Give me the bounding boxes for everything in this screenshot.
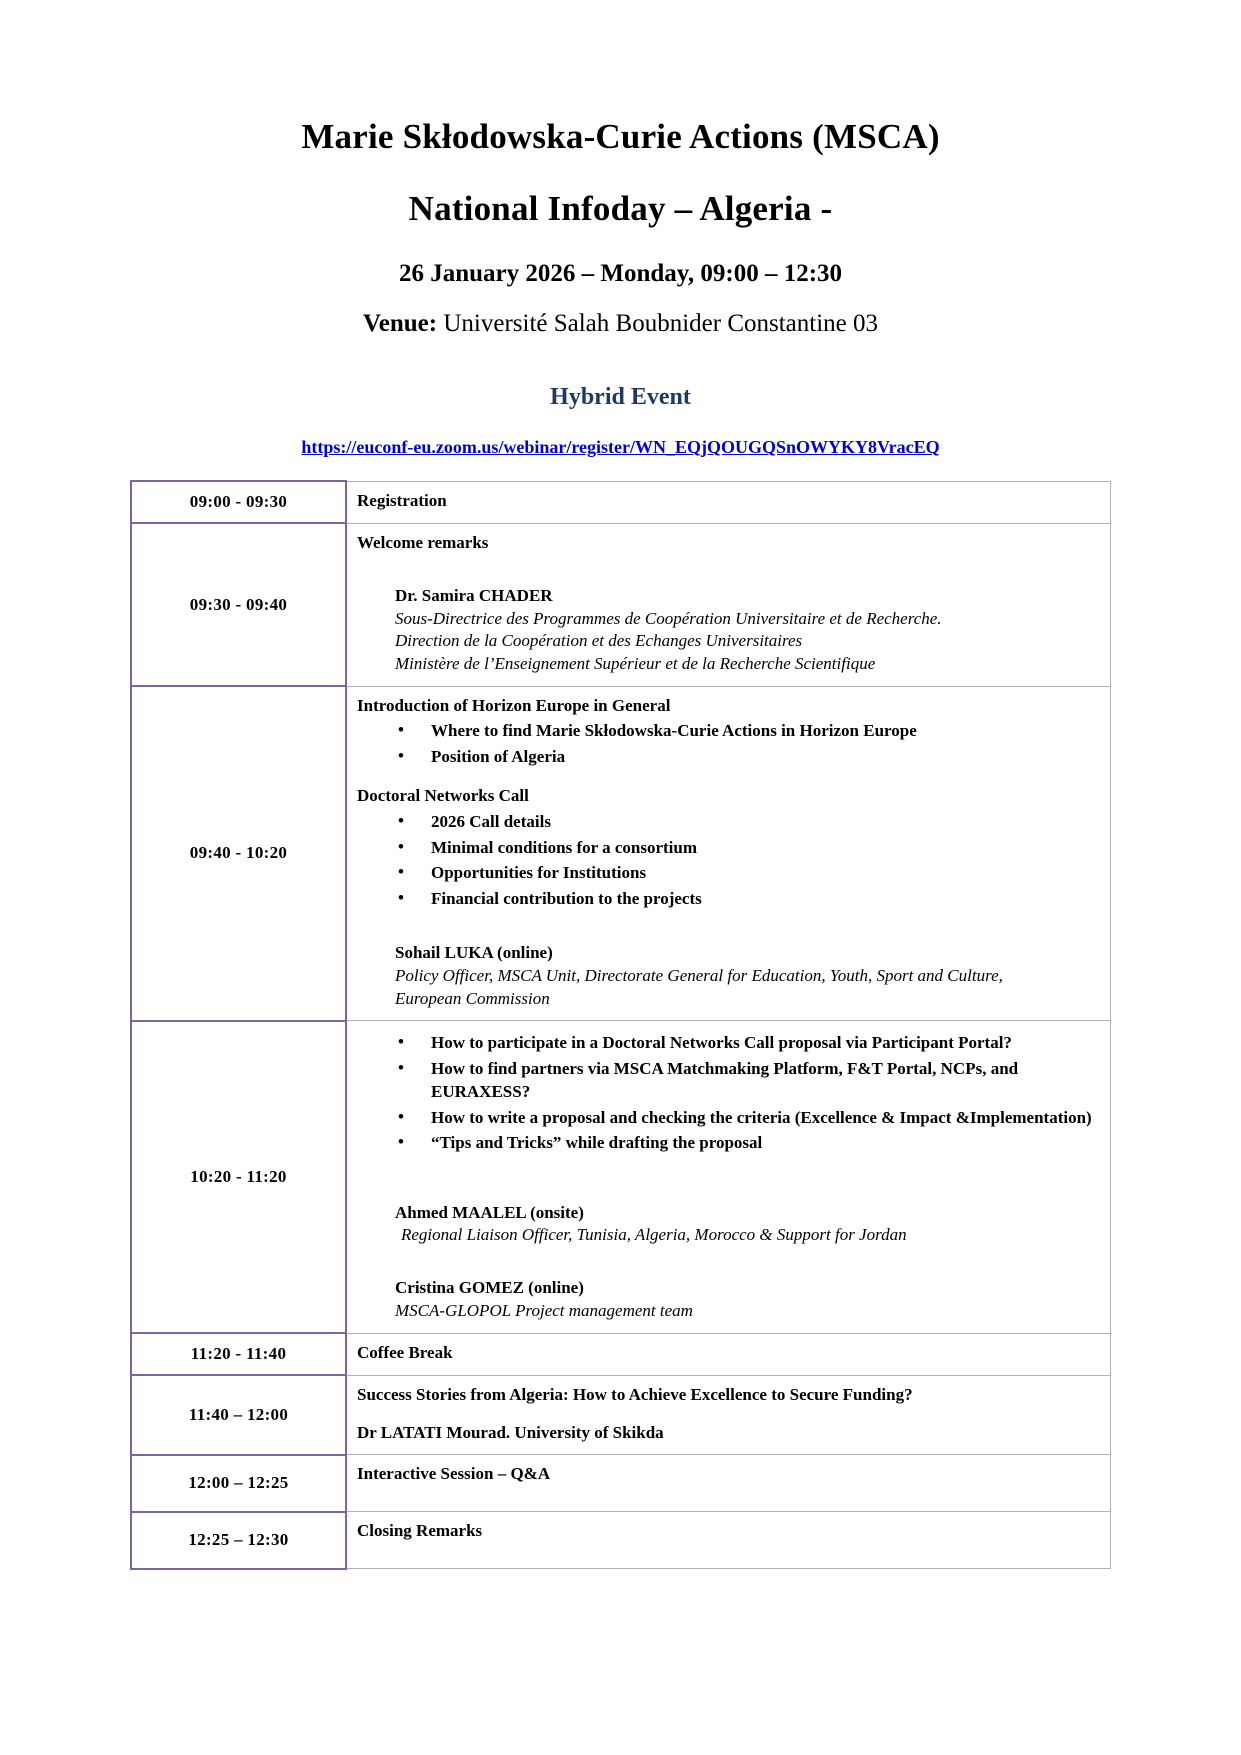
list-item: • How to write a proposal and checking the criteria (Excellence & Impact &Implementation) (431, 1106, 1100, 1129)
list-item: • “Tips and Tricks” while drafting the proposal (431, 1131, 1100, 1154)
list-item: • How to participate in a Doctoral Networks Call proposal via Participant Portal? (431, 1031, 1100, 1054)
spacer (357, 770, 1100, 785)
list-item: • How to find partners via MSCA Matchmaking Platform, F&T Portal, NCPs, and EURAXESS? (431, 1057, 1100, 1104)
spacer (357, 1187, 1100, 1202)
venue-label: Venue: (363, 310, 438, 338)
hybrid-event-label: Hybrid Event (550, 384, 691, 411)
table-row (131, 1375, 1111, 1455)
speaker-affiliation: Sous-Directrice des Programmes de Coopération Universitaire et de Recherche. (395, 608, 942, 628)
spacer (357, 555, 1100, 570)
table-row (131, 1333, 1111, 1375)
agenda-time-cell: 11:20 - 11:40 (131, 1333, 346, 1375)
spacer (357, 1486, 1100, 1501)
agenda-item-heading: Doctoral Networks Call (357, 786, 529, 806)
agenda-item-heading: Closing Remarks (357, 1521, 483, 1541)
agenda-content-cell (346, 1021, 1111, 1333)
venue-line (130, 310, 1111, 338)
table-row (131, 1455, 1111, 1512)
spacer (357, 570, 1100, 585)
speaker-name: Ahmed MAALEL (onsite) (395, 1202, 584, 1222)
agenda-content-cell (346, 1512, 1111, 1569)
registration-link[interactable]: https://euconf-eu.zoom.us/webinar/register/WN_EQjQOUGQSnOWYKY8VracEQ (301, 437, 940, 458)
agenda-content-cell (346, 1455, 1111, 1512)
agenda-item-heading: Success Stories from Algeria: How to Achieve Excellence to Secure Funding? (357, 1384, 913, 1404)
agenda-item-heading: Introduction of Horizon Europe in General (357, 695, 671, 715)
list-item: • Where to find Marie Skłodowska-Curie Actions in Horizon Europe (431, 719, 1100, 742)
registration-link-container (130, 437, 1111, 458)
bullet-list (357, 810, 1100, 910)
speaker-name: Dr LATATI Mourad. University of Skikda (357, 1422, 664, 1442)
bullet-list (357, 719, 1100, 768)
agenda-time-cell: 12:25 – 12:30 (131, 1512, 346, 1569)
document-title-line-2: National Infoday – Algeria - (408, 189, 833, 229)
speaker-affiliation: Direction de la Coopération et des Echanges Universitaires (395, 631, 803, 651)
agenda-content-cell (346, 481, 1111, 523)
agenda-content-cell (346, 1333, 1111, 1375)
agenda-item-heading: Interactive Session – Q&A (357, 1464, 551, 1484)
speaker-block (395, 1277, 1100, 1323)
list-item: • Position of Algeria (431, 745, 1100, 768)
table-row (131, 523, 1111, 686)
spacer (357, 1247, 1100, 1262)
spacer (357, 1157, 1100, 1172)
speaker-affiliation: Regional Liaison Officer, Tunisia, Algeria, Morocco & Support for Jordan (401, 1225, 907, 1245)
speaker-name: Cristina GOMEZ (online) (395, 1278, 584, 1298)
document-title-line-1: Marie Skłodowska-Curie Actions (MSCA) (301, 117, 940, 156)
table-row (131, 481, 1111, 523)
spacer (357, 927, 1100, 942)
agenda-time-cell: 12:00 – 12:25 (131, 1455, 346, 1512)
event-date-time: 26 January 2026 – Monday, 09:00 – 12:30 (398, 260, 843, 288)
agenda-content-cell (346, 1375, 1111, 1455)
table-row (131, 686, 1111, 1021)
list-item: • Financial contribution to the projects (431, 887, 1100, 910)
spacer (357, 1543, 1100, 1558)
agenda-item-heading: Registration (357, 490, 447, 510)
speaker-affiliation: MSCA-GLOPOL Project management team (395, 1301, 693, 1321)
speaker-block (395, 942, 1100, 1010)
table-row (131, 1021, 1111, 1333)
agenda-item-heading: Coffee Break (357, 1342, 453, 1362)
spacer (357, 1407, 1100, 1422)
table-row (131, 1512, 1111, 1569)
speaker-block (395, 1202, 1100, 1248)
agenda-content-cell (346, 523, 1111, 686)
bullet-list (357, 1031, 1100, 1154)
agenda-item-heading: Welcome remarks (357, 532, 489, 552)
spacer (357, 1262, 1100, 1277)
list-item: • Minimal conditions for a consortium (431, 836, 1100, 859)
agenda-time-cell: 09:30 - 09:40 (131, 523, 346, 686)
list-item: • Opportunities for Institutions (431, 861, 1100, 884)
speaker-affiliation: Policy Officer, MSCA Unit, Directorate General for Education, Youth, Sport and Culture, (395, 966, 1003, 986)
venue-value: Université Salah Boubnider Constantine 03 (437, 310, 878, 338)
spacer (357, 912, 1100, 927)
agenda-time-cell: 10:20 - 11:20 (131, 1021, 346, 1333)
speaker-block (395, 585, 1100, 676)
speaker-affiliation: European Commission (395, 988, 550, 1008)
agenda-table (130, 480, 1111, 1569)
speaker-name: Sohail LUKA (online) (395, 943, 553, 963)
agenda-time-cell: 09:00 - 09:30 (131, 481, 346, 523)
agenda-content-cell (346, 686, 1111, 1021)
spacer (357, 1172, 1100, 1187)
agenda-time-cell: 11:40 – 12:00 (131, 1375, 346, 1455)
list-item: • 2026 Call details (431, 810, 1100, 833)
agenda-time-cell: 09:40 - 10:20 (131, 686, 346, 1021)
speaker-name: Dr. Samira CHADER (395, 585, 553, 605)
speaker-affiliation: Ministère de l’Enseignement Supérieur et de la Recherche Scientifique (395, 653, 876, 673)
